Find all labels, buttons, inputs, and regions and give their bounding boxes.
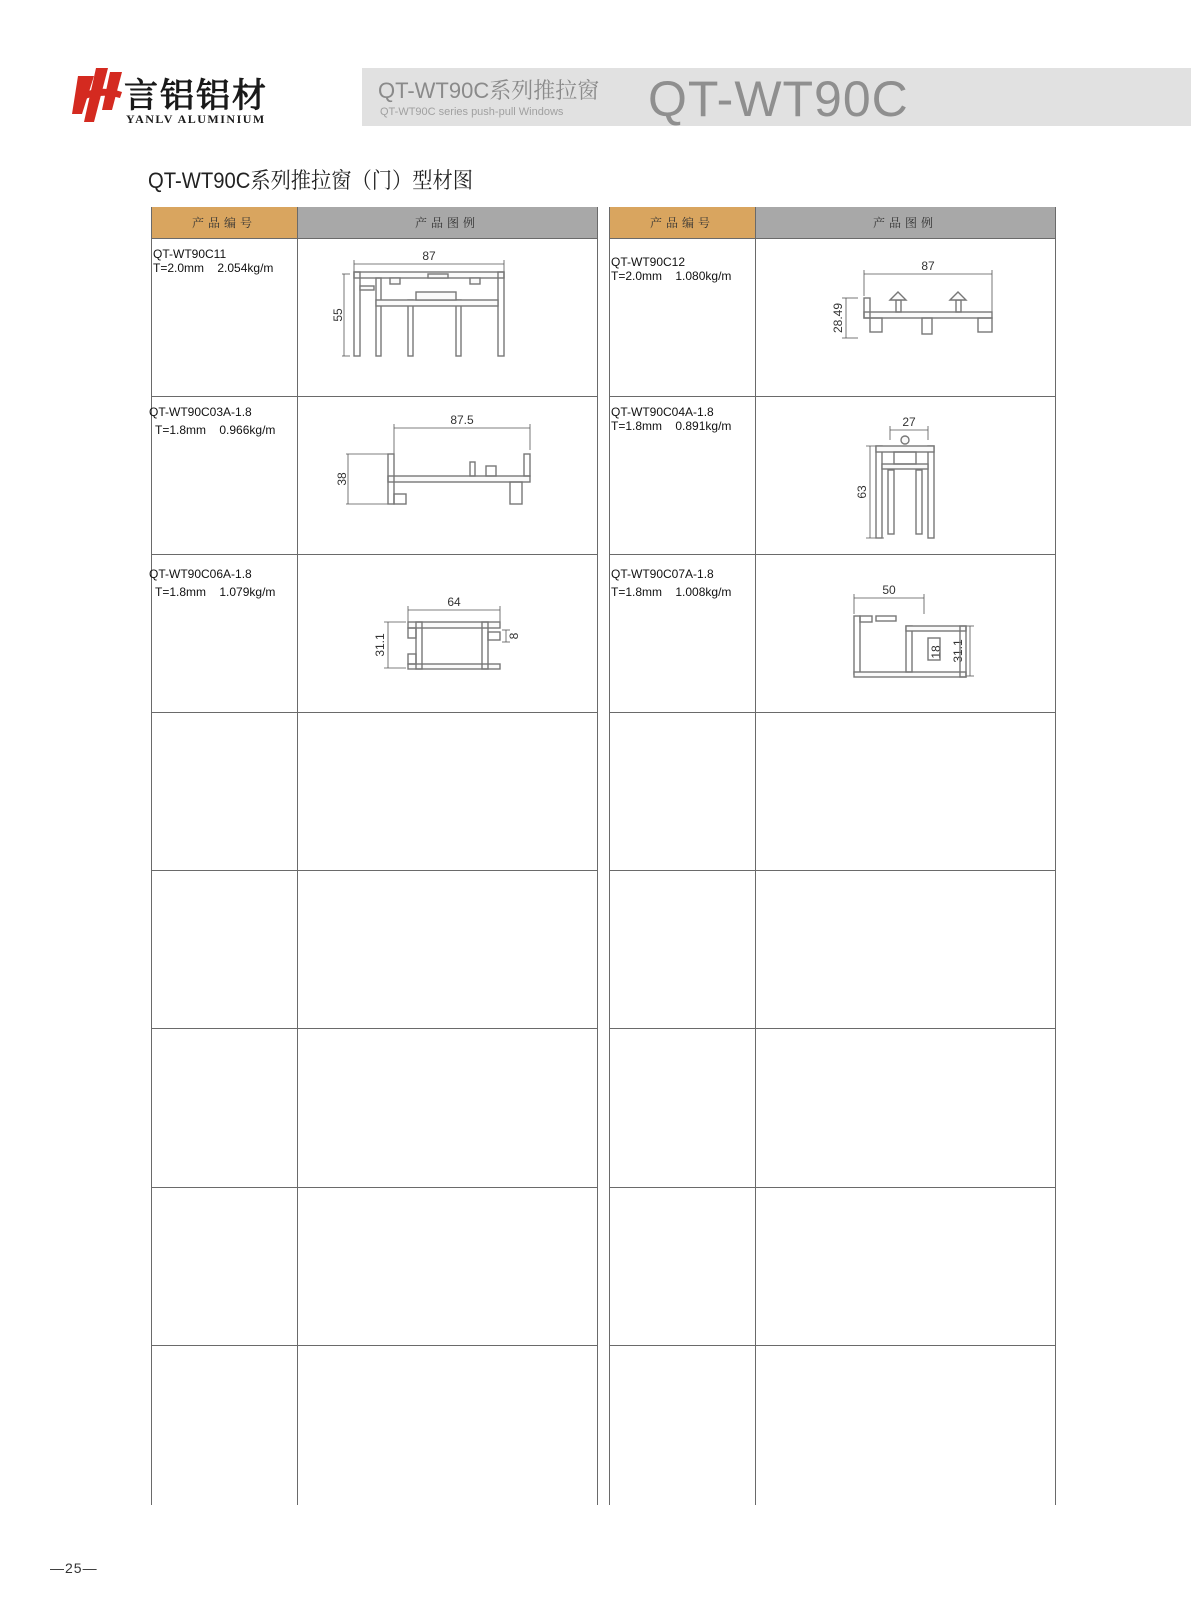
dim-height-label: 31.1 <box>951 639 965 663</box>
dim-width-label: 50 <box>882 583 896 597</box>
dim-width-label: 87.5 <box>450 413 474 427</box>
profile-spec: T=1.8mm 1.079kg/m <box>155 585 276 599</box>
profile-code: QT-WT90C03A-1.8 <box>149 405 252 419</box>
dim-width-label: 87 <box>422 249 436 263</box>
dim-height-label: 63 <box>855 485 869 499</box>
profile-drawing-c03a <box>335 410 540 520</box>
profile-drawing-c04a <box>854 410 954 540</box>
profile-drawing-c11 <box>331 248 520 368</box>
dim-height-label: 38 <box>335 472 349 486</box>
profile-drawing-c07a <box>840 580 980 680</box>
profile-spec: T=2.0mm 1.080kg/m <box>611 269 732 283</box>
brand-name-cn: 言铝铝材 <box>124 77 268 115</box>
dim-slot-label: 18 <box>929 645 943 659</box>
left-code-column-header: 产品编号 <box>151 207 297 238</box>
profile-drawing-c06a <box>372 588 522 688</box>
page-title: QT-WT90C系列推拉窗（门）型材图 <box>148 168 473 193</box>
left-image-column-header: 产品图例 <box>297 207 597 238</box>
banner-title-en: QT-WT90C series push-pull Windows <box>380 106 564 118</box>
profile-code: QT-WT90C12 <box>611 255 686 269</box>
profile-spec: T=1.8mm 0.966kg/m <box>155 423 276 437</box>
brand-logo-icon <box>72 66 124 124</box>
dim-height-label: 55 <box>331 308 345 322</box>
banner-title-cn: QT-WT90C系列推拉窗 <box>378 78 600 103</box>
dim-width-label: 27 <box>902 415 916 429</box>
profile-code: QT-WT90C04A-1.8 <box>611 405 714 419</box>
profile-code: QT-WT90C07A-1.8 <box>611 567 714 581</box>
dim-slot-label: 8 <box>507 632 521 640</box>
dim-height-label: 28.49 <box>831 302 845 334</box>
right-code-column-header: 产品编号 <box>609 207 755 238</box>
brand-name-en: YANLV ALUMINIUM <box>126 112 266 126</box>
dim-width-label: 87 <box>921 259 935 273</box>
profile-code: QT-WT90C06A-1.8 <box>149 567 252 581</box>
right-image-column-header: 产品图例 <box>755 207 1055 238</box>
dim-width-label: 64 <box>447 595 461 609</box>
banner-series-code: QT-WT90C <box>648 71 909 127</box>
profile-code: QT-WT90C11 <box>153 247 227 261</box>
profile-spec: T=1.8mm 1.008kg/m <box>611 585 732 599</box>
profile-spec: T=1.8mm 0.891kg/m <box>611 419 732 433</box>
profile-drawing-c12 <box>822 256 1002 356</box>
dim-height-label: 31.1 <box>373 633 387 657</box>
profile-spec: T=2.0mm 2.054kg/m <box>153 261 274 275</box>
page-number: —25— <box>50 1560 98 1576</box>
